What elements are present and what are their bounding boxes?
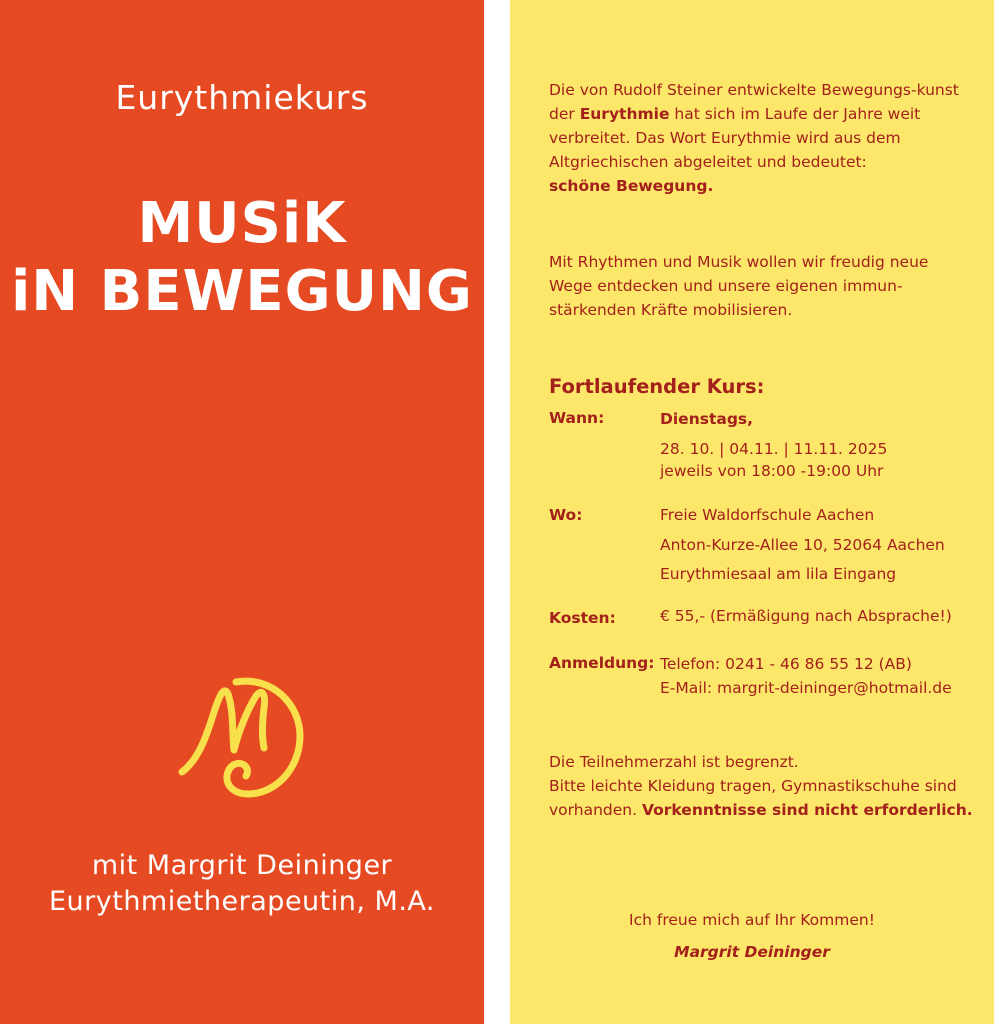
registration-email: E-Mail: margrit-deininger@hotmail.de: [660, 679, 952, 697]
right-panel: [510, 0, 994, 1024]
intro1-text-a: Die von Rudolf Steiner entwickelte Bewegungs-kunst der: [549, 81, 959, 123]
closing-paragraph: [549, 750, 989, 822]
closing-line-1: Die Teilnehmerzahl ist begrenzt.: [549, 753, 799, 771]
where-label: Wo:: [549, 506, 583, 524]
when-label: Wann:: [549, 409, 605, 427]
left-panel: [0, 0, 484, 1024]
cost-value: € 55,- (Ermäßigung nach Absprache!): [660, 607, 952, 625]
signature: Margrit Deininger: [674, 943, 830, 961]
course-title: [0, 190, 484, 326]
where-line-2: Anton-Kurze-Allee 10, 52064 Aachen: [660, 536, 945, 554]
md-monogram-logo-icon: [176, 672, 310, 802]
where-line-3: Eurythmiesaal am lila Eingang: [660, 565, 897, 583]
closing-bold: Vorkenntnisse sind nicht erforderlich.: [641, 801, 973, 819]
course-heading: Fortlaufender Kurs:: [549, 375, 765, 398]
course-label: Eurythmiekurs: [115, 78, 369, 117]
intro1-text-b: hat sich im Laufe der Jahre weit verbreitet. Das Wort Eurythmie wird aus dem Altgriechischen abgeleitet und bedeutet:: [549, 105, 921, 171]
presenter-name: mit Margrit Deininger: [91, 850, 393, 881]
where-line-1: Freie Waldorfschule Aachen: [660, 506, 875, 524]
when-dates: 28. 10. | 04.11. | 11.11. 2025: [660, 440, 888, 458]
intro-paragraph-2: Mit Rhythmen und Musik wollen wir freudig neue Wege entdecken und unsere eigenen immun-stärkenden Kräfte mobilisieren.: [549, 253, 929, 319]
title-line-1: MUSiK: [137, 191, 347, 256]
registration-phone: Telefon: 0241 - 46 86 55 12 (AB): [660, 655, 912, 673]
presenter: [0, 848, 484, 920]
intro1-bold-schoene-bewegung: schöne Bewegung.: [549, 177, 714, 195]
title-line-2: iN BEWEGUNG: [11, 259, 473, 324]
cost-label: Kosten:: [549, 609, 616, 627]
intro1-bold-eurythmie: Eurythmie: [579, 105, 670, 123]
thanks-line: Ich freue mich auf Ihr Kommen!: [629, 911, 875, 929]
intro-paragraph-1: [549, 78, 969, 198]
closing-line-2: Bitte leichte Kleidung tragen, Gymnastikschuhe sind vorhanden.: [549, 777, 957, 819]
when-time: jeweils von 18:00 -19:00 Uhr: [660, 462, 884, 480]
presenter-title: Eurythmietherapeutin, M.A.: [48, 886, 435, 917]
when-day: Dienstags,: [660, 410, 754, 428]
registration-label: Anmeldung:: [549, 654, 655, 672]
